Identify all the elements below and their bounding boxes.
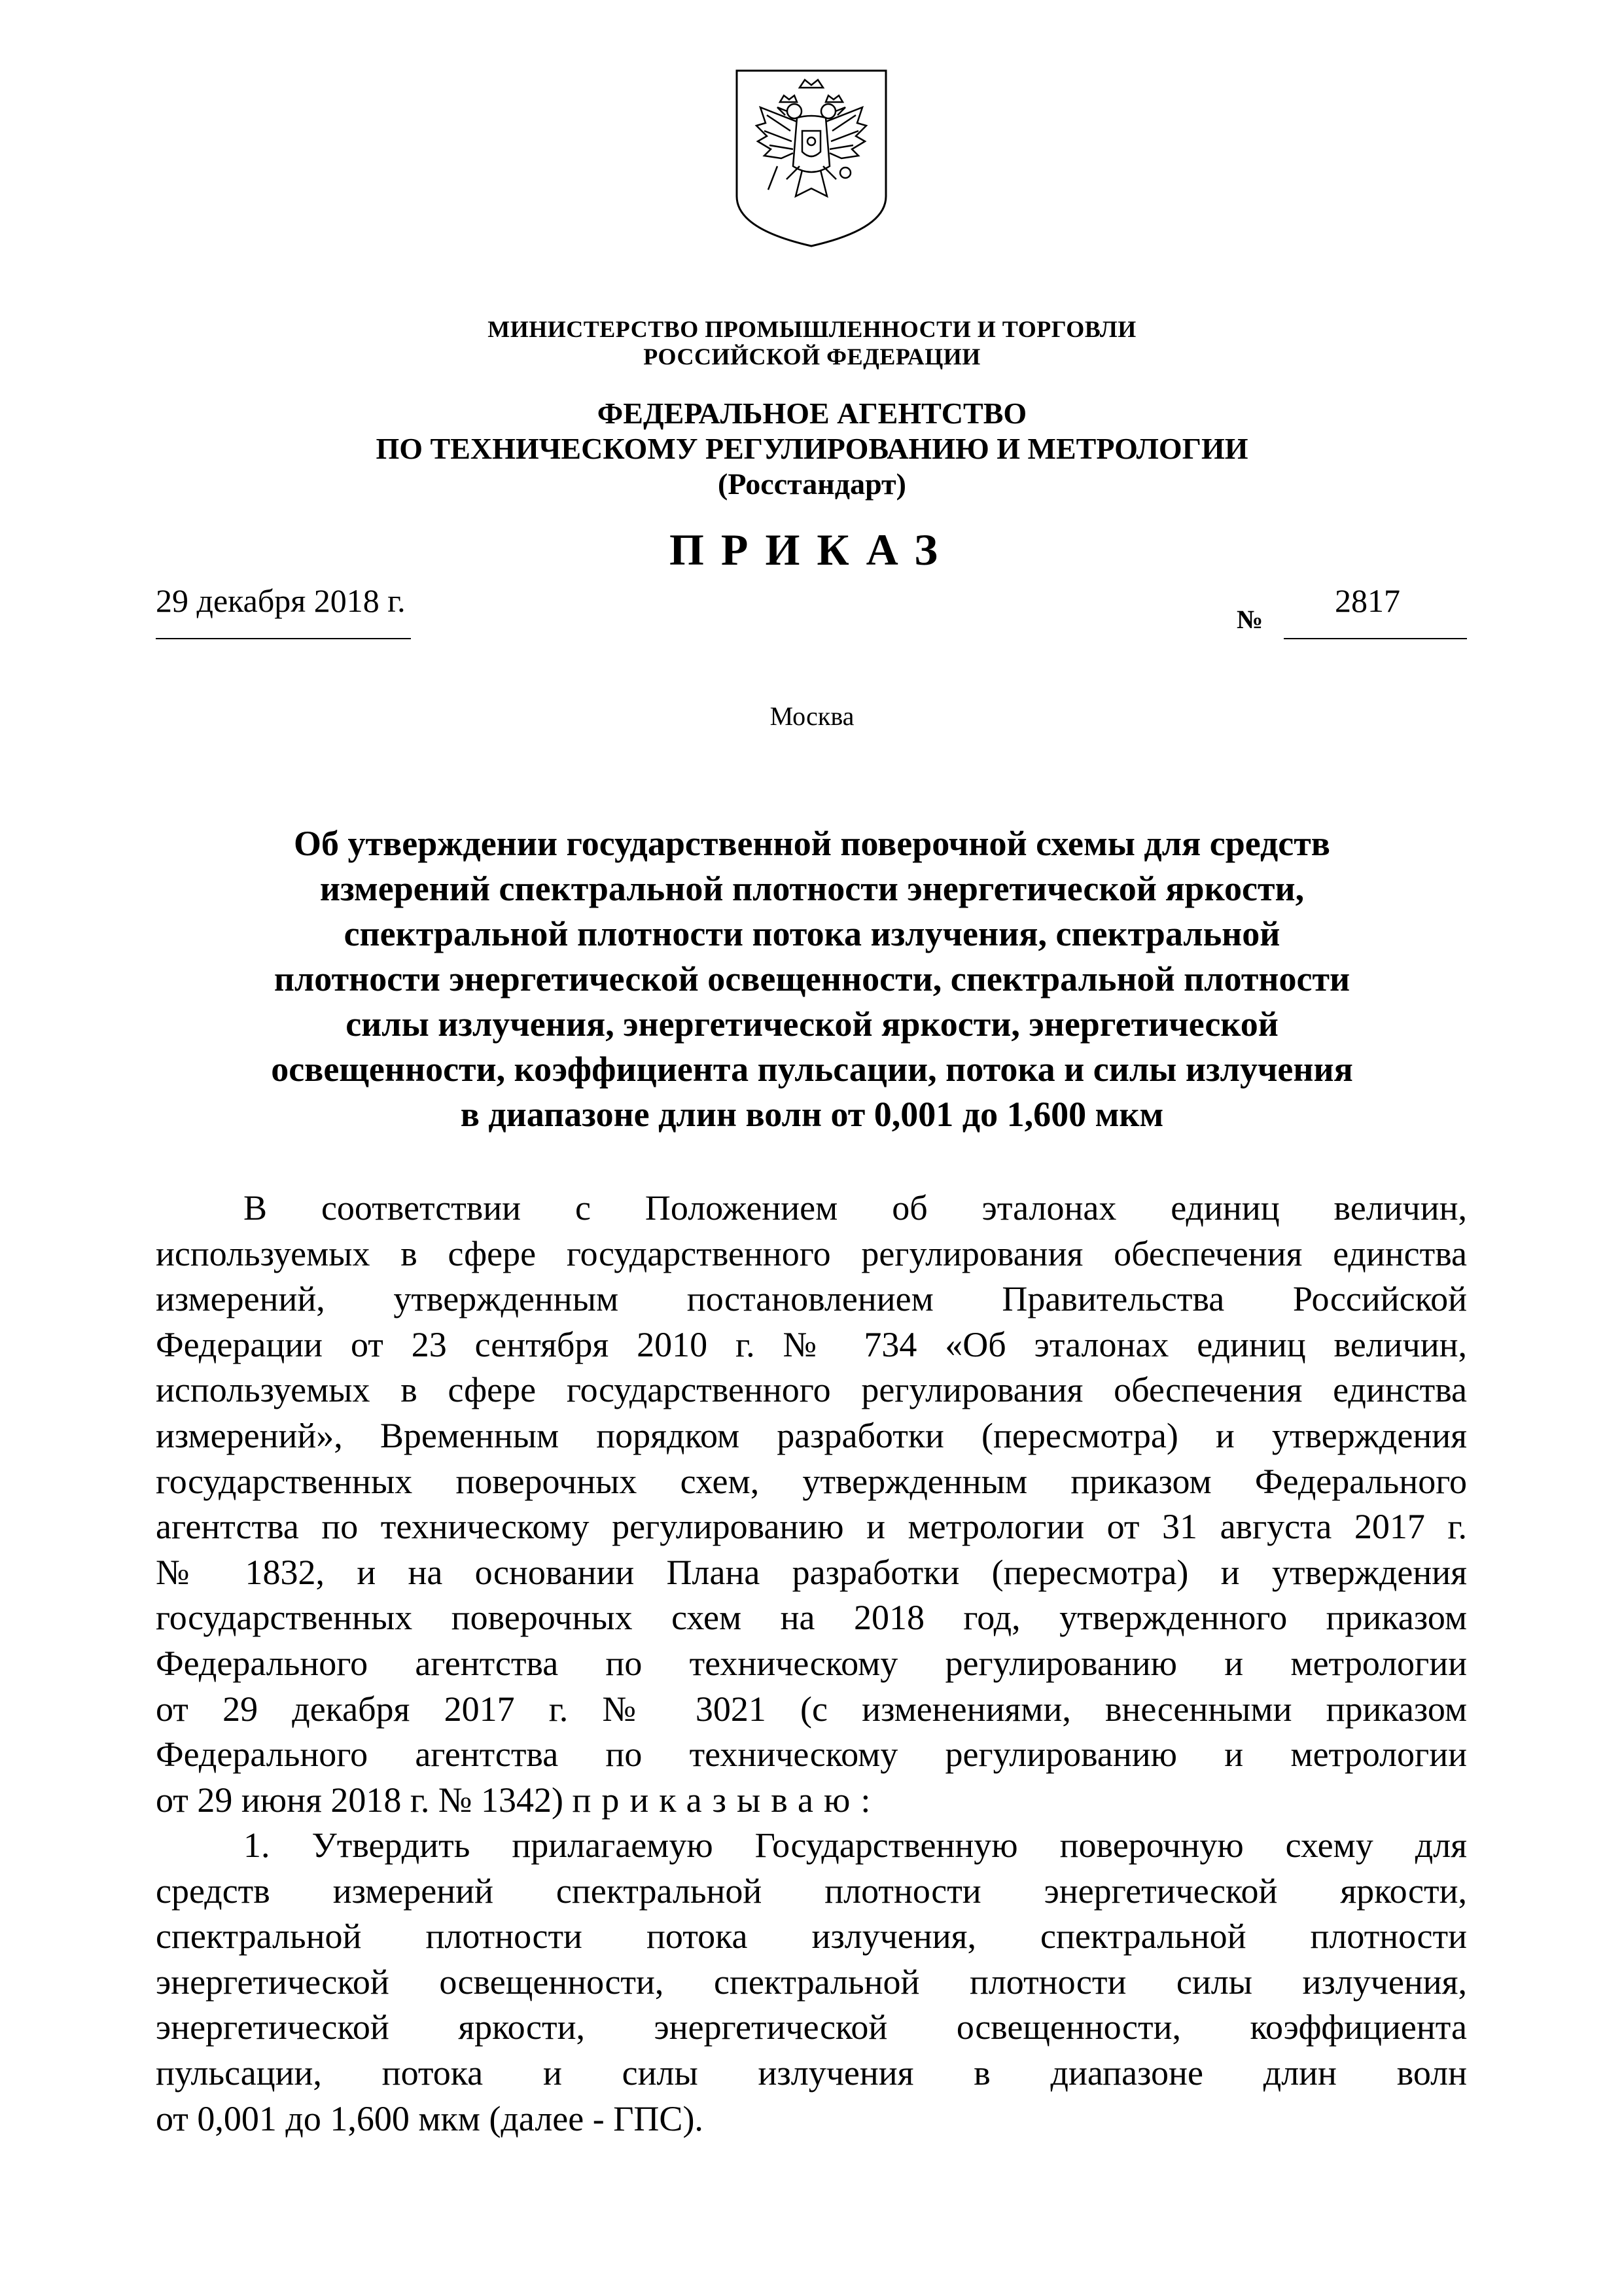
order-subject bbox=[0, 821, 1624, 1137]
preamble-line: Федерации от 23 сентября 2010 г. № 734 «Об эталонах единиц величин, bbox=[156, 1324, 1467, 1364]
agency-name-line1: ФЕДЕРАЛЬНОЕ АГЕНТСТВО bbox=[597, 397, 1027, 430]
preamble-paragraph bbox=[156, 1186, 1467, 1823]
preamble-line: государственных поверочных схем, утвержденным приказом Федерального bbox=[156, 1461, 1467, 1501]
preamble-line: Федерального агентства по техническому регулированию и метрологии bbox=[156, 1643, 1467, 1683]
item-1-line: энергетической яркости, энергетической освещенности, коэффициента bbox=[156, 2007, 1467, 2047]
subject-line: плотности энергетической освещенности, спектральной плотности bbox=[274, 959, 1350, 998]
order-verb: приказываю: bbox=[572, 1780, 881, 1820]
subject-line: Об утверждении государственной поверочной схемы для средств bbox=[294, 824, 1330, 863]
item-1-line: энергетической освещенности, спектральной плотности силы излучения, bbox=[156, 1962, 1467, 2002]
preamble-line: от 29 декабря 2017 г. № 3021 (с изменениями, внесенными приказом bbox=[156, 1689, 1467, 1729]
subject-line: измерений спектральной плотности энергетической яркости, bbox=[319, 869, 1305, 908]
item-1-line: от 0,001 до 1,600 мкм (далее - ГПС). bbox=[156, 2098, 703, 2138]
ministry-name-line1: МИНИСТЕРСТВО ПРОМЫШЛЕННОСТИ И ТОРГОВЛИ bbox=[487, 316, 1137, 342]
order-number: 2817 bbox=[1335, 582, 1400, 619]
preamble-last-line bbox=[156, 1778, 1467, 1824]
agency-name-line2: ПО ТЕХНИЧЕСКОМУ РЕГУЛИРОВАНИЮ И МЕТРОЛОГИИ bbox=[376, 432, 1248, 465]
preamble-line: Федерального агентства по техническому регулированию и метрологии bbox=[156, 1735, 1467, 1775]
preamble-line: используемых в сфере государственного регулирования обеспечения единства bbox=[156, 1370, 1467, 1410]
order-city: Москва bbox=[769, 701, 855, 731]
preamble-line: В соответствии с Положением об эталонах единиц величин, bbox=[243, 1188, 1467, 1227]
item-1-line: 1. Утвердить прилагаемую Государственную поверочную схему для bbox=[243, 1826, 1467, 1865]
subject-line: силы излучения, энергетической яркости, энергетической bbox=[345, 1004, 1279, 1044]
order-number-sign: № bbox=[1237, 605, 1263, 634]
number-underline bbox=[1284, 638, 1467, 639]
order-title: ПРИКАЗ bbox=[669, 525, 955, 574]
agency-short-name: (Росстандарт) bbox=[718, 467, 906, 501]
item-1-line: средств измерений спектральной плотности энергетической яркости, bbox=[156, 1871, 1467, 1911]
item-1-paragraph bbox=[156, 1823, 1467, 2142]
item-1-line: спектральной плотности потока излучения, спектральной плотности bbox=[156, 1916, 1467, 1956]
preamble-last-line-text: от 29 июня 2018 г. № 1342) bbox=[156, 1780, 573, 1820]
date-underline bbox=[156, 638, 411, 639]
preamble-line: государственных поверочных схем на 2018 год, утвержденного приказом bbox=[156, 1598, 1467, 1638]
subject-line: в диапазоне длин волн от 0,001 до 1,600 мкм bbox=[460, 1095, 1164, 1134]
preamble-line: измерений», Временным порядком разработки (пересмотра) и утверждения bbox=[156, 1415, 1467, 1455]
item-1-line: пульсации, потока и силы излучения в диапазоне длин волн bbox=[156, 2053, 1467, 2093]
order-date: 29 декабря 2018 г. bbox=[156, 582, 406, 619]
preamble-line: используемых в сфере государственного регулирования обеспечения единства bbox=[156, 1233, 1467, 1273]
preamble-line: измерений, утвержденным постановлением Правительства Российской bbox=[156, 1279, 1467, 1319]
preamble-line: № 1832, и на основании Плана разработки (пересмотра) и утверждения bbox=[156, 1552, 1467, 1592]
preamble-line: агентства по техническому регулированию и метрологии от 31 августа 2017 г. bbox=[156, 1507, 1467, 1547]
subject-line: спектральной плотности потока излучения, спектральной bbox=[344, 914, 1280, 953]
ministry-name-line2: РОССИЙСКОЙ ФЕДЕРАЦИИ bbox=[643, 344, 981, 370]
subject-line: освещенности, коэффициента пульсации, потока и силы излучения bbox=[271, 1050, 1353, 1089]
coat-of-arms-icon bbox=[734, 68, 889, 249]
